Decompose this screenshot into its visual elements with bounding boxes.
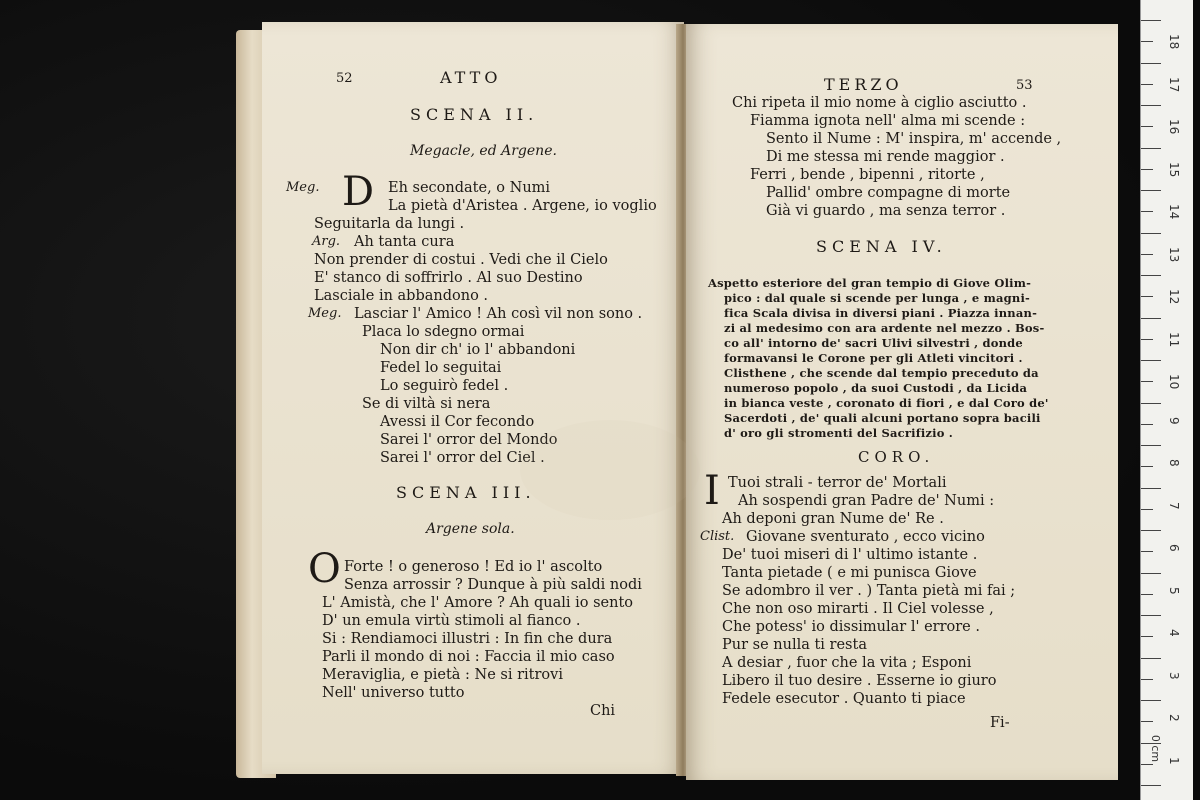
ruler-tick [1141,339,1153,340]
left-catchword: Chi [590,703,616,719]
speaker-label: Arg. [312,234,341,249]
ruler-tick [1141,403,1161,404]
stage-direction-line: formavansi le Corone per gli Atleti vincitori . [724,351,1023,365]
ruler-number: 2 [1167,714,1181,722]
right-running-head: TERZO [824,75,903,94]
verse-line: Che potess' io dissimular l' errore . [722,619,980,635]
speaker-label: Meg. [308,306,342,321]
verse-line: Se adombro il ver . ) Tanta pietà mi fai ; [722,583,1016,599]
right-page-number: 53 [1016,78,1033,93]
stage-direction-line: fica Scala divisa in diversi piani . Piazza innan- [724,306,1038,320]
verse-line: Nell' universo tutto [322,685,465,701]
verse-line: Fiamma ignota nell' alma mi scende : [750,113,1026,129]
verse-line: Sarei l' orror del Mondo [380,432,558,448]
library-watermark [520,420,700,520]
verse-line: Ah sospendi gran Padre de' Numi : [738,493,995,509]
verse-line: Ah tanta cura [354,234,455,250]
ruler-unit: 0 cm [1149,734,1163,763]
ruler-number: 17 [1167,76,1181,92]
stage-direction-line: d' oro gli stromenti del Sacrifizio . [724,426,954,440]
drop-cap-d: D [342,169,375,215]
verse-line: Si : Rendiamoci illustri : In fin che dura [322,631,613,647]
ruler-tick [1141,233,1161,234]
ruler-tick [1141,169,1153,170]
ruler-tick [1141,509,1153,510]
ruler-tick [1141,679,1153,680]
ruler-number: 14 [1167,204,1181,220]
ruler-number: 8 [1167,459,1181,467]
ruler-number: 9 [1167,416,1181,425]
verse-line: Avessi il Cor fecondo [380,414,535,430]
left-page-number: 52 [336,71,353,86]
verse-line: Non dir ch' io l' abbandoni [380,342,576,358]
ruler-tick [1141,254,1153,255]
drop-cap-o: O [308,546,341,592]
ruler-number: 10 [1167,374,1181,390]
ruler-tick [1141,41,1153,42]
ruler-tick [1141,700,1161,701]
verse-line: Giovane sventurato , ecco vicino [746,529,985,545]
ruler-number: 18 [1167,34,1181,50]
verse-line: Placa lo sdegno ormai [362,324,525,340]
ruler-tick [1141,381,1153,382]
ruler-tick [1141,105,1161,106]
stage-direction-line: Sacerdoti , de' quali alcuni portano sopra bacili [724,411,1041,425]
verse-line: Già vi guardo , ma senza terror . [766,203,1006,219]
verse-line: L' Amistà, che l' Amore ? Ah quali io sento [322,595,634,611]
left-page [262,22,684,774]
stage-direction-line: Aspetto esteriore del gran tempio di Giove Olim- [708,276,1032,290]
ruler-number: 5 [1167,586,1181,595]
verse-line: Sento il Nume : M' inspira, m' accende , [766,131,1062,147]
verse-line: A desiar , fuor che la vita ; Esponi [722,655,972,671]
scene-iv-title: SCENA IV. [816,237,947,256]
ruler-tick [1141,445,1161,446]
right-catchword: Fi- [990,715,1010,731]
verse-line: Che non oso mirarti . Il Ciel volesse , [722,601,994,617]
verse-line: Libero il tuo desire . Esserne io giuro [722,673,997,689]
verse-line: La pietà d'Aristea . Argene, io voglio [388,198,657,214]
ruler-number: 13 [1167,246,1181,262]
ruler-number: 6 [1167,544,1181,552]
ruler-tick [1141,20,1161,21]
stage-direction-line: in bianca veste , coronato di fiori , e dal Coro de' [724,396,1049,410]
verse-line: Di me stessa mi rende maggior . [766,149,1005,165]
ruler-tick [1141,360,1161,361]
ruler-tick [1141,275,1161,276]
verse-line: E' stanco di soffrirlo . Al suo Destino [314,270,583,286]
speaker-label: Meg. [286,180,320,195]
measuring-ruler [1140,0,1193,800]
coro-title: CORO. [858,448,935,466]
ruler-tick [1141,530,1161,531]
ruler-tick [1141,126,1153,127]
ruler-tick [1141,615,1161,616]
ruler-tick [1141,148,1161,149]
ruler-tick [1141,488,1161,489]
verse-line: Forte ! o generoso ! Ed io l' ascolto [344,559,603,575]
ruler-tick [1141,466,1153,467]
ruler-number: 4 [1167,629,1181,637]
scene-iii-title: SCENA III. [396,483,536,502]
ruler-tick [1141,424,1153,425]
ruler-tick [1141,190,1161,191]
ruler-number: 16 [1167,119,1181,135]
verse-line: Se di viltà si nera [362,396,491,412]
left-running-head: ATTO [440,68,502,87]
verse-line: Fedel lo seguitai [380,360,502,376]
ruler-tick [1141,318,1161,319]
ruler-tick [1141,551,1153,552]
ruler-tick [1141,84,1153,85]
verse-line: Tanta pietade ( e mi punisca Giove [722,565,977,581]
verse-line: Senza arrossir ? Dunque à più saldi nodi [344,577,642,593]
scene-iii-characters: Argene sola. [426,521,515,537]
stage-direction-line: zi al medesimo con ara ardente nel mezzo . Bos- [724,321,1045,335]
ruler-tick [1141,63,1161,64]
ruler-number: 11 [1167,331,1181,347]
scene-ii-title: SCENA II. [410,105,539,124]
verse-line: Eh secondate, o Numi [388,180,551,196]
ruler-number: 1 [1167,756,1181,765]
stage-direction-line: pico : dal quale si scende per lunga , e magni- [724,291,1031,305]
verse-line: De' tuoi miseri di l' ultimo istante . [722,547,978,563]
verse-line: Pur se nulla ti resta [722,637,867,653]
ruler-tick [1141,785,1161,786]
verse-line: D' un emula virtù stimoli al fianco . [322,613,581,629]
stage-direction-line: co all' intorno de' sacri Ulivi silvestri , donde [724,336,1023,350]
ruler-number: 7 [1167,501,1181,510]
ruler-number: 3 [1167,671,1181,680]
verse-line: Ah deponi gran Nume de' Re . [722,511,944,527]
drop-cap-i: I [704,468,720,514]
right-page [686,24,1118,780]
ruler-tick [1141,573,1161,574]
verse-line: Sarei l' orror del Ciel . [380,450,545,466]
ruler-number: 15 [1167,161,1181,177]
stage-direction-line: numeroso popolo , da suoi Custodi , da Licida [724,381,1028,395]
verse-line: Chi ripeta il mio nome à ciglio asciutto . [732,95,1027,111]
stage-direction-line: Clisthene , che scende dal tempio preceduto da [724,366,1039,380]
speaker-label: Clist. [700,529,735,544]
verse-line: Fedele esecutor . Quanto ti piace [722,691,966,707]
verse-line: Meraviglia, e pietà : Ne si ritrovi [322,667,563,683]
verse-line: Lasciale in abbandono . [314,288,489,304]
ruler-number: 12 [1167,289,1181,305]
ruler-tick [1141,636,1153,637]
verse-line: Tuoi strali - terror de' Mortali [728,475,947,491]
verse-line: Parli il mondo di noi : Faccia il mio caso [322,649,615,665]
verse-line: Ferri , bende , bipenni , ritorte , [750,167,985,183]
ruler-tick [1141,658,1161,659]
ruler-tick [1141,296,1153,297]
scene-ii-characters: Megacle, ed Argene. [410,143,557,159]
verse-line: Seguitarla da lungi . [314,216,465,232]
verse-line: Lasciar l' Amico ! Ah così vil non sono . [354,306,643,322]
verse-line: Pallid' ombre compagne di morte [766,185,1011,201]
verse-line: Lo seguirò fedel . [380,378,509,394]
ruler-tick [1141,594,1153,595]
ruler-tick [1141,721,1153,722]
ruler-tick [1141,211,1153,212]
verse-line: Non prender di costui . Vedi che il Cielo [314,252,608,268]
ruler-tick [1141,764,1153,765]
